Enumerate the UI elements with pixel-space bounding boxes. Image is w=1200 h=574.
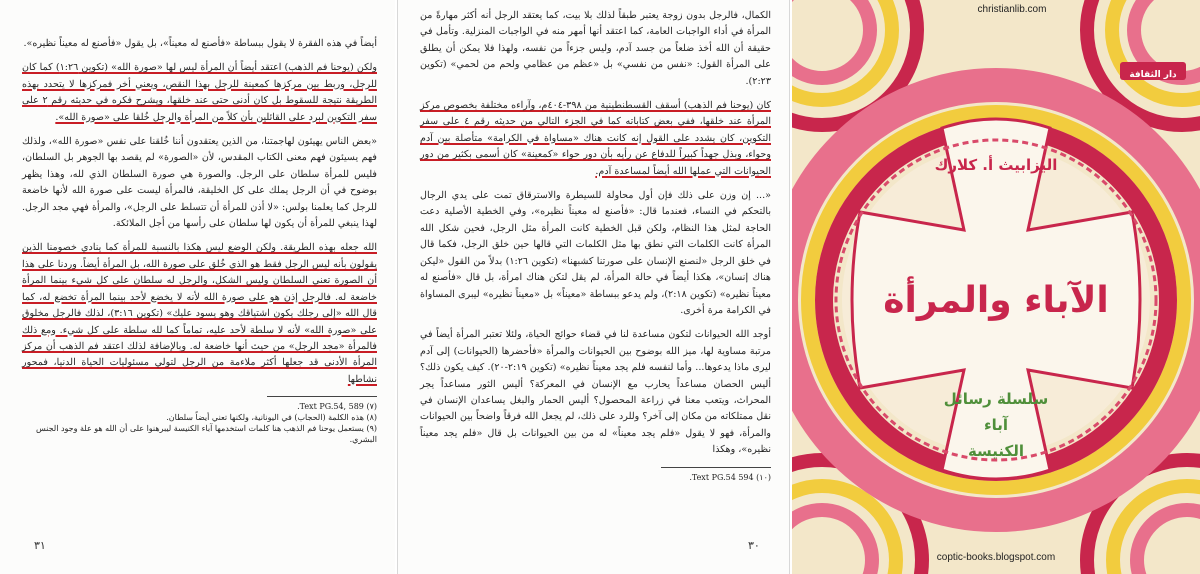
left-paragraph: «بعض الناس يهيئون لهاجمتنا، من الذين يعتقدون أننا خُلقنا على نفس «صورة الله»، ولذلك فهم يسيئون فهم معنى الكتاب المقدس، لأن «الصورة» لم يقصد بها الجوهر بل السلطان، فليس للمرأة سلطان على الرجل. والصورة هي صورة السلطان الذي لله، وهذا يظهر بوضوح في أن الرجل يملك على كل الخليقة، فالمرأة ليست على صورة الله لأنها خاضعة للرجل كما يعلمنا بولس: «لا أذن للمرأة أن تتسلط على الرجل»، والمرأة فهي مجد الرجل. لهذا ينبغي للمرأة أن يكون لها سلطان على رأسها من أجل الملائكة. (22, 136, 377, 230)
middle-paragraph: أوجد الله الحيوانات لتكون مساعدة لنا في قضاء حوائج الحياة، ولئلا تعتبر المرأة أيضاً في مرتبة مساوية لها، ميز الله بوضوح بين الحيوانات والمرأة «فأحضرها (الحيوانات) إلى آدم ليرى ماذا يدعوها... وأما لنفسه فلم يجد معيناً نظيره» (تكوين ٢:١٩-٢٠). كيف يكون ذلك؟ أليس الحصان مساعداً يحارب مع الإنسان في المعركة؟ أليس الثور مساعداً يجر المحراث، ويتعب معنا في زراعة المحصول؟ أليس الحمار والبغل يساعدان الإنسان في نقل ممتلكاته من مكان إلى آخر؟ وللرد على ذلك، لم يجعل الله فرقاً واضحاً بين الحيوانات والمرأة، فهو لا يقول «فلم يجد معيناً» له من بين الحيوانات بل قال «فلم يجد معيناً نظيره»، وهكذا (420, 329, 771, 456)
series-line: الكنيسة (967, 442, 1025, 460)
site-bottom: coptic-books.blogspot.com (936, 552, 1056, 563)
footnote-divider (267, 396, 377, 397)
left-page-body (22, 36, 377, 388)
footnote: (٨) هذه الكلمة (الحجاب) في اليونانية، ولكنها تعني أيضاً سلطان. (166, 413, 377, 423)
series-line: آباء (983, 416, 1009, 434)
middle-paragraph: «... إن وزن على ذلك فإن أول محاولة للسيطرة والاسترقاق تمت على يدي الرجال بالتحكم في النساء، فعندما قال: «فأصنع له معيناً نظيره»، وفي الخطية الأصلية دعت الحاجة لمثل هذا النظام، ولكن قبل الخطية كانت المرأة مثل الرجل، فحين شكل الله المرأة كانت الكلمات التي نطق بها مثل الكلمات التي قالها حين خلق الرجل، فكما قال في خلق الرجل «لنصنع الإنسان على صورتنا كشبهنا» (تكوين ١:٢٦) بدلاً من القول «ليكن هناك إنسان»، هكذا أيضاً في حالة المرأة، لم يقل لتكن هناك امرأة، بل قال «فأصنع له معيناً نظيره» (تكوين ٢:١٨)، ولم يدعو ببساطة «معيناً» بل «معيناً نظيره» ليبرى المساواة في الكرامة مرة أخرى. (420, 190, 772, 316)
middle-page-body (420, 8, 771, 459)
series-line: سلسلة رسائل (943, 390, 1049, 408)
page-number: ٣١ (34, 539, 46, 552)
footnote: (٧) Text PG.54, 589. (297, 402, 377, 412)
left-footnotes (22, 401, 377, 445)
site-top: christianlib.com (977, 4, 1047, 15)
page-number: ٣٠ (748, 539, 760, 552)
book-title: الآباء والمرأة (883, 280, 1109, 321)
middle-paragraph: الكمال، فالرجل بدون زوجة يعتبر طبقاً لذلك بلا بيت، كما يعتقد الرجل أنه أكثر مهارةً من المرأة في أداء الواجبات العامة، كما اعتقد أنها أمهر منه في الواجبات المنزلية. وتأمل في حقيقة أن الله أخذ ضلعاً من جسد آدم، وليس جزءاً من نفسه، ولهذا فلا يمكن أن يطلق على المرأة القول: «نفس من نفسي» بل «عظم من عظامي ولحم من لحمي» (تكوين ٢:٢٣). (420, 10, 771, 87)
middle-paragraph: كان (يوحنا فم الذهب) أسقف القسطنطينية من ٣٩٨-٤٠٤م، وآراءه مختلفة بخصوص مركز المرأة عند خلقها، ففي بعض كتاباته كما في الجزء التالي من حديثه رقم ٤ على سفر التكوين، كان يشدد على القول إنه كانت هناك «مساواة في الكرامة» متأصلة بين آدم وحواء، وبذل جهداً كبيراً للدفاع عن رأيه بأن دور حواء «كمعينة» كان أسمى بكثير من دور الحيوانات التي عملها الله أيضاً لمساعدة آدم. (420, 100, 771, 177)
left-page (0, 0, 395, 574)
book-cover (792, 0, 1200, 574)
left-paragraph: أيضاً في هذه الفقرة لا يقول ببساطة «فأصنع له معيناً»، بل يقول «فأصنع له معيناً نظيره». (23, 38, 377, 49)
footnote: (٩) يستعمل يوحنا فم الذهب هنا كلمات استخدمها آباء الكنيسة ليبرهنوا على أن الله هو علة وجود الجنس البشري. (35, 424, 377, 445)
publisher-name: دار الثقافة (1129, 70, 1177, 80)
author-name: اليزابيث أ. كلارك (934, 156, 1058, 174)
footnote-divider (661, 467, 771, 468)
footnote: (١٠) Text PG.54 594. (689, 472, 771, 482)
middle-footnotes (420, 472, 771, 483)
publisher-logo (1120, 62, 1186, 80)
left-paragraph: ولكن (يوحنا فم الذهب) اعتقد أيضاً أن المرأة ليس لها «صورة الله» (تكوين ١:٢٦) كما كان للرجل، وربط بين مركزها كمعينة للرجل بهذا النقص، ويعني أخر فمركزها لا يتحدد بهذه الطريقة نتيجة للسقوط بل كان أدنى حتى عند خلقها، ويشرح فكره في حديثه رقم ٢ على سفر التكوين لبرد على القائلين بأن كلاً من المرأة والرجل خُلقا على «صورة الله». (22, 62, 377, 123)
middle-page (397, 0, 790, 574)
left-paragraph: الله جعله بهذه الطريقة. ولكن الوضع ليس هكذا بالنسبة للمرأة كما ينادي خصومنا الذين يقولون بأنه ليس الرجل فقط هو الذي خُلق على صورة الله، بل المرأة أيضاً. وردنا على هذا أن الصورة تعني السلطان وليس الشكل، والرجل له سلطان على كل شيء بينما المرأة خاضعة له. فالرجل إذن هو على صورة الله لأنه لا يخضع لأحد بينما المرأة تخضع له، كما قال الله «إلى رجلك يكون اشتياقك وهو يسود عليك» (تكوين ٣:١٦)، لذلك فالرجل مخلوق على «صورة الله» لأنه لا سلطة لأحد عليه، تماماً كما لله سلطة على كل شيء. ومع ذلك فالمرأة «مجد الرجل» من حيث أنها خاضعة له. وبالإضافة لذلك اعتقد فم الذهب أن مركز المرأة الأدنى قد جعلها أكثر ملاءمة من الرجل لتولي مسئوليات الحياة الدنيا، فمحور نشاطها (22, 242, 377, 385)
